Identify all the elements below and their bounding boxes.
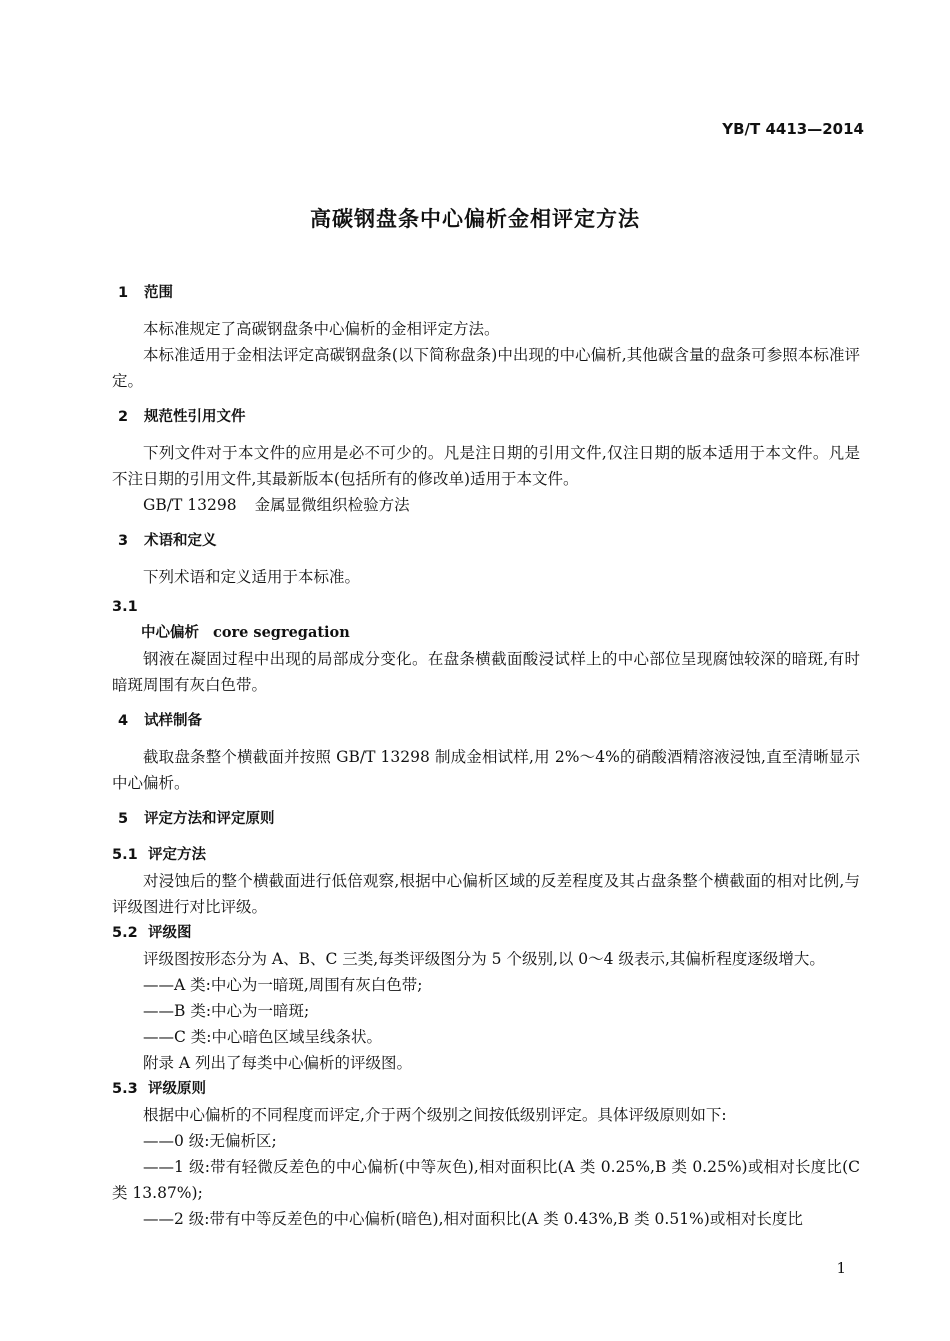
section-title: 术语和定义 [144, 533, 217, 549]
term-english: core segregation [213, 624, 350, 641]
list-item: ——2 级:带有中等反差色的中心偏析(暗色),相对面积比(A 类 0.43%,B 类 0.51%)或相对长度比 [143, 1210, 803, 1228]
section-4-heading [118, 708, 860, 734]
standard-number: YB/T 4413—2014 [722, 120, 864, 138]
page-number: 1 [836, 1259, 846, 1277]
subsection-title: 评级原则 [148, 1081, 206, 1097]
subsection-number: 5.1 [112, 847, 138, 863]
subsection-number: 5.2 [112, 925, 138, 941]
subsection-number: 3.1 [112, 599, 138, 615]
term-entry [141, 620, 860, 646]
term-definition: 钢液在凝固过程中出现的局部成分变化。在盘条横截面酸浸试样上的中心部位呈现腐蚀较深的暗斑,有时暗斑周围有灰白色带。 [112, 650, 860, 694]
document-title: 高碳钢盘条中心偏析金相评定方法 [310, 207, 640, 231]
paragraph: 截取盘条整个横截面并按照 GB/T 13298 制成金相试样,用 2%～4%的硝酸酒精溶液浸蚀,直至清晰显示中心偏析。 [112, 748, 860, 792]
reference-code: GB/T 13298 [143, 496, 237, 514]
subsection-title: 评级图 [148, 925, 192, 941]
section-title: 范围 [144, 285, 173, 301]
paragraph: 下列术语和定义适用于本标准。 [143, 568, 361, 586]
normative-reference [143, 492, 860, 518]
section-title: 试样制备 [144, 713, 202, 729]
document-body [112, 280, 860, 1232]
list-item: ——A 类:中心为一暗斑,周围有灰白色带; [143, 976, 423, 994]
list-item: ——1 级:带有轻微反差色的中心偏析(中等灰色),相对面积比(A 类 0.25%,B 类 0.25%)或相对长度比(C 类 13.87%); [112, 1158, 860, 1202]
subsection-number: 5.3 [112, 1081, 138, 1097]
section-5-heading [118, 806, 860, 832]
section-number: 5 [118, 811, 129, 827]
section-number: 1 [118, 285, 129, 301]
reference-title: 金属显微组织检验方法 [254, 496, 410, 514]
list-item: ——C 类:中心暗色区域呈线条状。 [143, 1028, 383, 1046]
section-1-heading [118, 280, 860, 306]
list-item: ——0 级:无偏析区; [143, 1132, 277, 1150]
paragraph: 下列文件对于本文件的应用是必不可少的。凡是注日期的引用文件,仅注日期的版本适用于本文件。凡是不注日期的引用文件,其最新版本(包括所有的修改单)适用于本文件。 [112, 444, 860, 488]
section-2-heading [118, 404, 860, 430]
paragraph: 本标准规定了高碳钢盘条中心偏析的金相评定方法。 [143, 320, 500, 338]
paragraph: 对浸蚀后的整个横截面进行低倍观察,根据中心偏析区域的反差程度及其占盘条整个横截面的相对比例,与评级图进行对比评级。 [112, 872, 860, 916]
list-item: ——B 类:中心为一暗斑; [143, 1002, 310, 1020]
subsection-5-1-heading [112, 842, 860, 868]
paragraph: 附录 A 列出了每类中心偏析的评级图。 [143, 1054, 413, 1072]
section-title: 评定方法和评定原则 [144, 811, 275, 827]
subsection-title: 评定方法 [148, 847, 206, 863]
section-number: 2 [118, 409, 129, 425]
section-number: 4 [118, 713, 129, 729]
section-number: 3 [118, 533, 129, 549]
subsection-5-3-heading [112, 1076, 860, 1102]
term-chinese: 中心偏析 [141, 625, 199, 641]
paragraph: 评级图按形态分为 A、B、C 三类,每类评级图分为 5 个级别,以 0～4 级表示,其偏析程度逐级增大。 [143, 950, 825, 968]
section-3-heading [118, 528, 860, 554]
paragraph: 本标准适用于金相法评定高碳钢盘条(以下简称盘条)中出现的中心偏析,其他碳含量的盘条可参照本标准评定。 [112, 346, 860, 390]
section-title: 规范性引用文件 [144, 409, 246, 425]
paragraph: 根据中心偏析的不同程度而评定,介于两个级别之间按低级别评定。具体评级原则如下: [143, 1106, 727, 1124]
subsection-5-2-heading [112, 920, 860, 946]
